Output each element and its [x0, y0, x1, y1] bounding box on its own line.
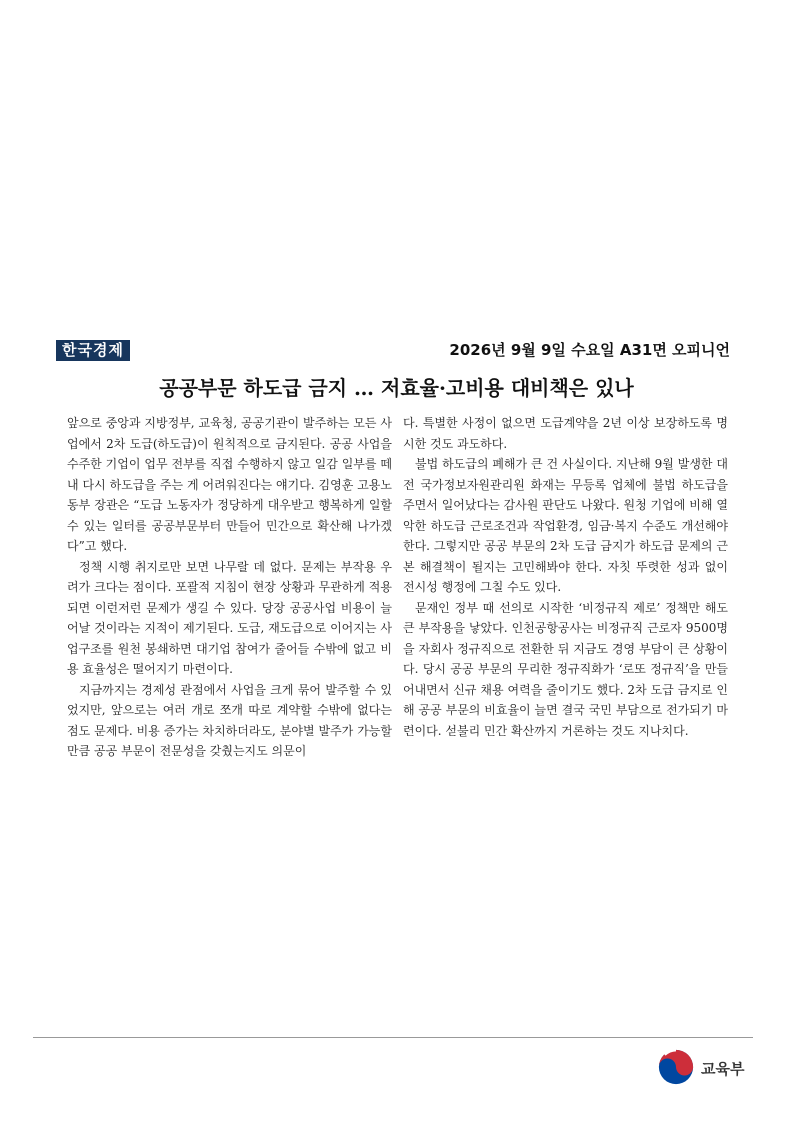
article-paragraph: 문재인 정부 때 선의로 시작한 ‘비정규직 제로’ 정책만 해도 큰 부작용을 낳았다. 인천공항공사는 비정규직 근로자 9500명을 자회사 정규직으로 전환한 뒤 지금도 경영 부담이 큰 상황이다. 당시 공공 부문의 무리한 정규직화가 ‘로또 정규직’을 만들어내면서 신규 채용 여력을 줄이기도 했다. 2차 도급 금지로 인해 공공 부문의 비효율이 늘면 결국 국민 부담으로 전가되기 마련이다. 섣불리 민간 확산까지 거론하는 것도 지나치다. [403, 600, 728, 738]
article-paragraph: 지금까지는 경제성 관점에서 사업을 크게 묶어 발주할 수 있었지만, 앞으로는 여러 개로 쪼개 따로 계약할 수밖에 없다는 점도 문제다. 비용 증가는 차치하더라도, 분야별 발주가 가능할 만큼 공공 부문이 전문성을 갖췄는지도 의문이 [67, 682, 392, 758]
article-paragraph: 불법 하도급의 폐해가 큰 건 사실이다. 지난해 9월 발생한 대전 국가정보자원관리원 화재는 무등록 업체에 불법 하도급을 주면서 일어났다는 감사원 판단도 나왔다. 원청 기업에 비해 열악한 하도급 근로조건과 작업환경, 임금·복지 수준도 개선해야 한다. 그렇지만 공공 부문의 2차 도급 금지가 하도급 문제의 근본 해결책이 될지는 고민해봐야 한다. 자칫 뚜렷한 성과 없이 전시성 행정에 그칠 수도 있다. [403, 457, 728, 594]
article-paragraph: 정책 시행 취지로만 보면 나무랄 데 없다. 문제는 부작용 우려가 크다는 점이다. 포괄적 지침이 현장 상황과 무관하게 적용되면 이런저런 문제가 생길 수 있다. 당장 공공사업 비용이 늘어날 것이라는 지적이 제기된다. 도급, 재도급으로 이어지는 사업구조를 원천 봉쇄하면 대기업 참여가 줄어들 수밖에 없고 비용 효율성은 떨어지기 마련이다. [67, 559, 392, 676]
article-paragraph: 다. 특별한 사정이 없으면 도급계약을 2년 이상 보장하도록 명시한 것도 과도하다. [403, 416, 728, 451]
article-header [56, 340, 736, 364]
newspaper-name-badge: 한국경제 [56, 340, 130, 361]
footer-divider [33, 1037, 753, 1038]
article-paragraph: 앞으로 중앙과 지방정부, 교육청, 공공기관이 발주하는 모든 사업에서 2차 도급(하도급)이 원칙적으로 금지된다. 공공 사업을 수주한 기업이 업무 전부를 직접 수행하지 않고 일감 일부를 떼내 다시 하도급을 주는 게 어려워진다는 얘기다. 김영훈 고용노동부 장관은 “도급 노동자가 정당하게 대우받고 행복하게 일할 수 있는 일터를 공공부문부터 만들어 민간으로 확산해 나가겠다”고 했다. [67, 416, 392, 553]
article-column-right [403, 413, 728, 741]
article-column-left [67, 413, 392, 762]
publication-date-line: 2026년 9월 9일 수요일 A31면 오피니언 [449, 341, 730, 359]
ministry-logo [657, 1048, 767, 1088]
ministry-name: 교육부 [701, 1060, 745, 1078]
article-headline: 공공부문 하도급 금지 … 저효율·고비용 대비책은 있나 [159, 376, 634, 400]
taegeuk-emblem-icon [657, 1048, 695, 1086]
